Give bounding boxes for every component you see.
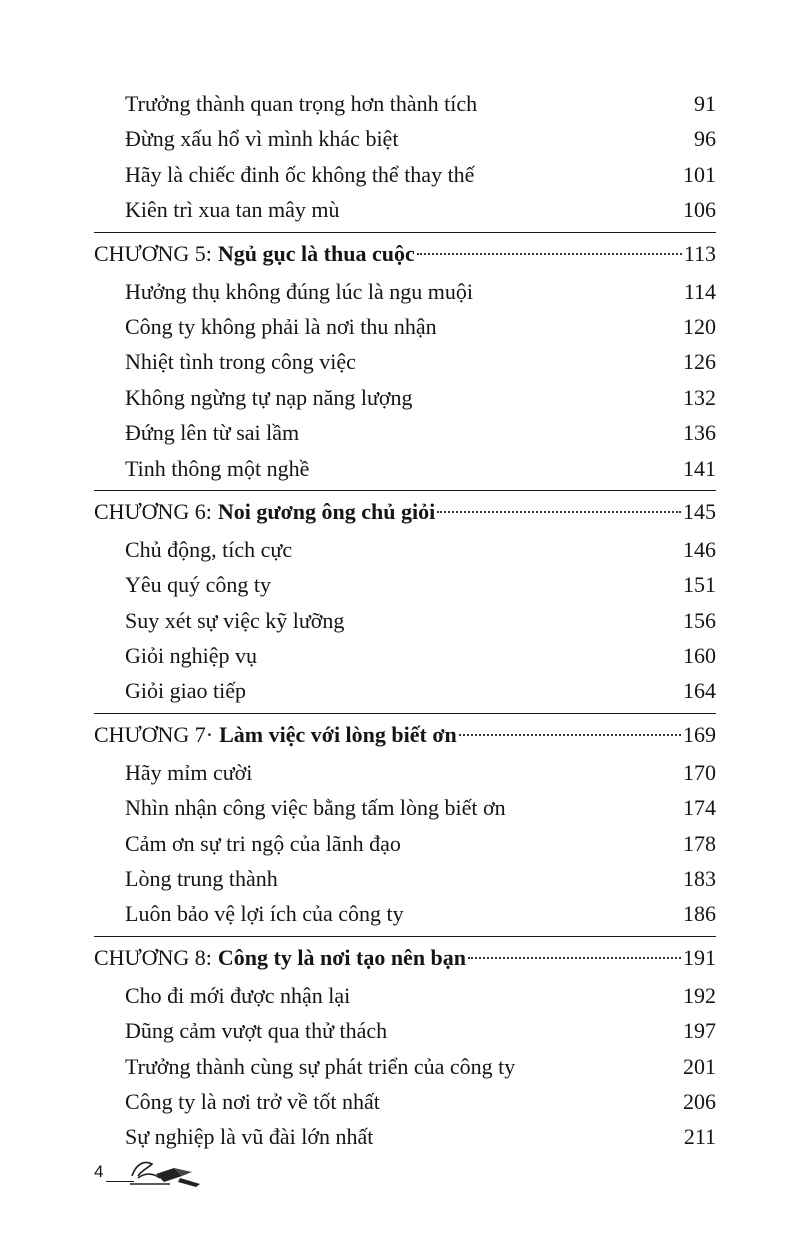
section-title: Trưởng thành cùng sự phát triển của công ty <box>125 1053 516 1079</box>
toc-section-row[interactable] <box>94 755 716 790</box>
section-title: Hãy là chiếc đinh ốc không thể thay thế <box>125 161 475 187</box>
section-title: Luôn bảo vệ lợi ích của công ty <box>125 901 404 927</box>
section-page-number: 126 <box>683 349 716 375</box>
section-title: Công ty là nơi trở về tốt nhất <box>125 1088 380 1114</box>
toc-section-row[interactable] <box>94 274 716 309</box>
section-page-number: 91 <box>694 91 716 116</box>
chapter-page-number: 145 <box>683 498 716 524</box>
dot-leader <box>468 957 681 959</box>
section-title: Cho đi mới được nhận lại <box>125 982 351 1008</box>
toc-section-row[interactable] <box>94 1119 716 1154</box>
toc-section-row[interactable] <box>94 673 716 708</box>
section-title: Công ty không phải là nơi thu nhận <box>125 313 437 339</box>
toc-section-row[interactable] <box>94 978 716 1013</box>
toc-section-row[interactable] <box>94 1049 716 1084</box>
toc-chapter-row[interactable] <box>94 490 716 532</box>
section-page-number: 136 <box>683 420 716 446</box>
dot-leader <box>417 253 682 255</box>
toc-chapter-row[interactable] <box>94 232 716 274</box>
chapter-title: Ngủ gục là thua cuộc <box>217 240 415 266</box>
chapter-label: CHƯƠNG 7· <box>94 721 214 747</box>
toc-section-row[interactable] <box>94 567 716 602</box>
chapter-page-number: 191 <box>683 944 716 970</box>
toc-chapter-row[interactable] <box>94 713 716 755</box>
toc-section-row[interactable] <box>94 1084 716 1119</box>
chapter-title: Làm việc với lòng biết ơn <box>219 721 457 747</box>
dot-leader <box>459 734 681 736</box>
section-page-number: 186 <box>683 901 716 927</box>
section-title: Dũng cảm vượt qua thử thách <box>125 1018 388 1044</box>
section-page-number: 183 <box>683 866 716 892</box>
section-title: Lòng trung thành <box>125 866 278 892</box>
section-page-number: 192 <box>683 982 716 1008</box>
section-page-number: 101 <box>683 161 716 187</box>
toc-section-row[interactable] <box>94 86 716 121</box>
section-page-number: 170 <box>683 759 716 785</box>
section-title: Hãy mỉm cười <box>125 759 253 785</box>
table-of-contents <box>94 86 716 1155</box>
chapter-label: CHƯƠNG 6: <box>94 498 212 524</box>
section-title: Tinh thông một nghề <box>125 455 310 481</box>
section-page-number: 160 <box>683 643 716 669</box>
chapter-label: CHƯƠNG 8: <box>94 944 212 970</box>
page-number: 4 <box>94 1162 104 1181</box>
toc-chapter-row[interactable] <box>94 936 716 978</box>
section-page-number: 164 <box>683 678 716 704</box>
section-page-number: 96 <box>694 126 716 152</box>
toc-section-row[interactable] <box>94 451 716 486</box>
dot-leader <box>437 511 681 513</box>
section-title: Nhìn nhận công việc bằng tấm lòng biết ơn <box>125 795 506 821</box>
section-page-number: 211 <box>683 1124 716 1150</box>
toc-section-row[interactable] <box>94 826 716 861</box>
section-page-number: 151 <box>683 572 716 598</box>
section-page-number: 132 <box>683 384 716 410</box>
section-page-number: 174 <box>683 795 716 821</box>
toc-section-row[interactable] <box>94 603 716 638</box>
section-title: Giỏi giao tiếp <box>125 678 246 704</box>
chapter-title: Công ty là nơi tạo nên bạn <box>217 944 467 970</box>
pen-nib-ornament-icon <box>130 1154 204 1188</box>
section-title: Chủ động, tích cực <box>125 536 293 562</box>
toc-section-row[interactable] <box>94 415 716 450</box>
section-page-number: 201 <box>683 1053 716 1079</box>
section-page-number: 114 <box>683 278 716 304</box>
toc-section-row[interactable] <box>94 157 716 192</box>
section-page-number: 120 <box>683 313 716 339</box>
section-title: Nhiệt tình trong công việc <box>125 349 356 375</box>
section-title: Kiên trì xua tan mây mù <box>125 197 340 223</box>
toc-section-row[interactable] <box>94 344 716 379</box>
toc-section-row[interactable] <box>94 532 716 567</box>
section-title: Cảm ơn sự tri ngộ của lãnh đạo <box>125 830 401 856</box>
toc-section-row[interactable] <box>94 790 716 825</box>
toc-section-row[interactable] <box>94 309 716 344</box>
section-title: Sự nghiệp là vũ đài lớn nhất <box>125 1124 374 1150</box>
toc-section-row[interactable] <box>94 896 716 931</box>
section-title: Không ngừng tự nạp năng lượng <box>125 384 413 410</box>
section-title: Đứng lên từ sai lầm <box>125 420 300 446</box>
section-page-number: 206 <box>683 1088 716 1114</box>
chapter-title: Noi gương ông chủ giỏi <box>217 498 436 524</box>
toc-section-row[interactable] <box>94 380 716 415</box>
section-page-number: 156 <box>683 607 716 633</box>
toc-section-row[interactable] <box>94 1013 716 1048</box>
toc-section-row[interactable] <box>94 861 716 896</box>
toc-section-row[interactable] <box>94 192 716 227</box>
section-title: Giỏi nghiệp vụ <box>125 643 257 669</box>
section-page-number: 141 <box>683 455 716 481</box>
chapter-page-number: 113 <box>683 240 716 266</box>
section-page-number: 146 <box>683 536 716 562</box>
chapter-page-number: 169 <box>683 721 716 747</box>
section-page-number: 197 <box>683 1018 716 1044</box>
section-title: Đừng xấu hổ vì mình khác biệt <box>125 126 399 152</box>
section-title: Yêu quý công ty <box>125 572 272 598</box>
section-page-number: 178 <box>683 830 716 856</box>
toc-section-row[interactable] <box>94 638 716 673</box>
toc-section-row[interactable] <box>94 121 716 156</box>
section-page-number: 106 <box>683 197 716 223</box>
section-title: Hưởng thụ không đúng lúc là ngu muội <box>125 278 474 304</box>
page-footer <box>94 1152 204 1192</box>
section-title: Trưởng thành quan trọng hơn thành tích <box>125 91 478 116</box>
chapter-label: CHƯƠNG 5: <box>94 240 212 266</box>
section-title: Suy xét sự việc kỹ lưỡng <box>125 607 345 633</box>
